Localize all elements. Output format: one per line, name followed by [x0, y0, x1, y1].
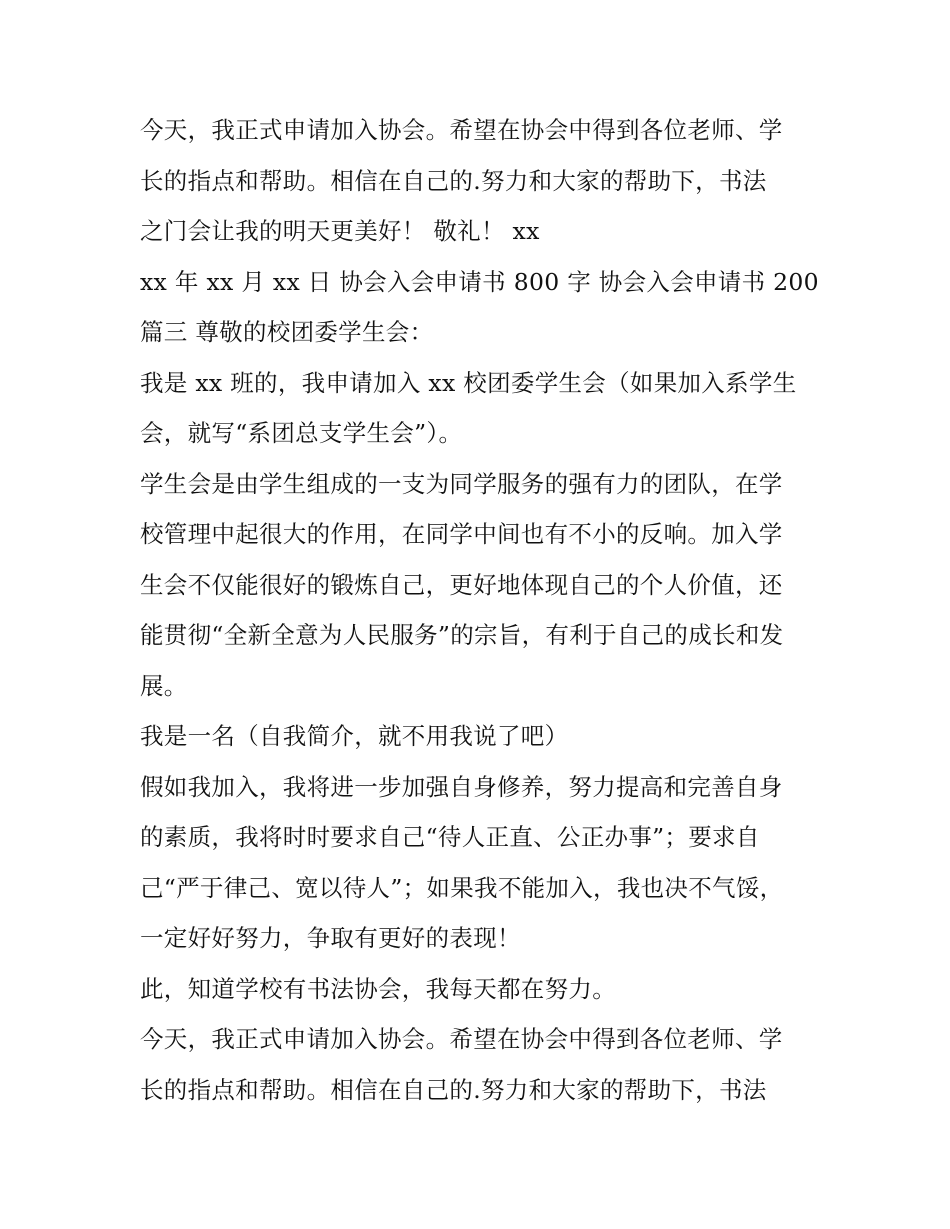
text-line: 展。	[140, 672, 188, 700]
text-line: 学生会是由学生组成的一支为同学服务的强有力的团队，在学	[140, 470, 783, 498]
text-line: 我是一名（自我简介，就不用我说了吧）	[140, 722, 569, 750]
text-line: 此，知道学校有书法协会，我每天都在努力。	[140, 975, 616, 1003]
text-line: 假如我加入，我将进一步加强自身修养，努力提高和完善自身	[140, 773, 783, 801]
text-line: 长的指点和帮助。相信在自己的.努力和大家的帮助下，书法	[140, 167, 767, 195]
text-line: 能贯彻“全新全意为人民服务”的宗旨，有利于自己的成长和发	[140, 621, 784, 649]
text-line: 的素质，我将时时要求自己“待人正直、公正办事”；要求自	[140, 823, 760, 851]
text-line: 己“严于律己、宽以待人”；如果我不能加入，我也决不气馁，	[140, 874, 784, 902]
text-line: 之门会让我的明天更美好！ 敬礼！ xx	[140, 217, 540, 245]
text-line: 今天，我正式申请加入协会。希望在协会中得到各位老师、学	[140, 1025, 783, 1053]
text-line: 我是 xx 班的，我申请加入 xx 校团委学生会（如果加入系学生	[140, 369, 797, 397]
text-line: 长的指点和帮助。相信在自己的.努力和大家的帮助下，书法	[140, 1076, 767, 1104]
text-line: 校管理中起很大的作用，在同学中间也有不小的反响。加入学	[140, 520, 783, 548]
text-line: xx 年 xx 月 xx 日 协会入会申请书 800 字 协会入会申请书 200	[140, 268, 819, 296]
text-line: 生会不仅能很好的锻炼自己，更好地体现自己的个人价值，还	[140, 571, 783, 599]
text-line: 篇三 尊敬的校团委学生会：	[140, 318, 434, 346]
text-line: 一定好好努力，争取有更好的表现！	[140, 924, 521, 952]
text-line: 今天，我正式申请加入协会。希望在协会中得到各位老师、学	[140, 116, 783, 144]
text-line: 会，就写“系团总支学生会”）。	[140, 419, 463, 447]
